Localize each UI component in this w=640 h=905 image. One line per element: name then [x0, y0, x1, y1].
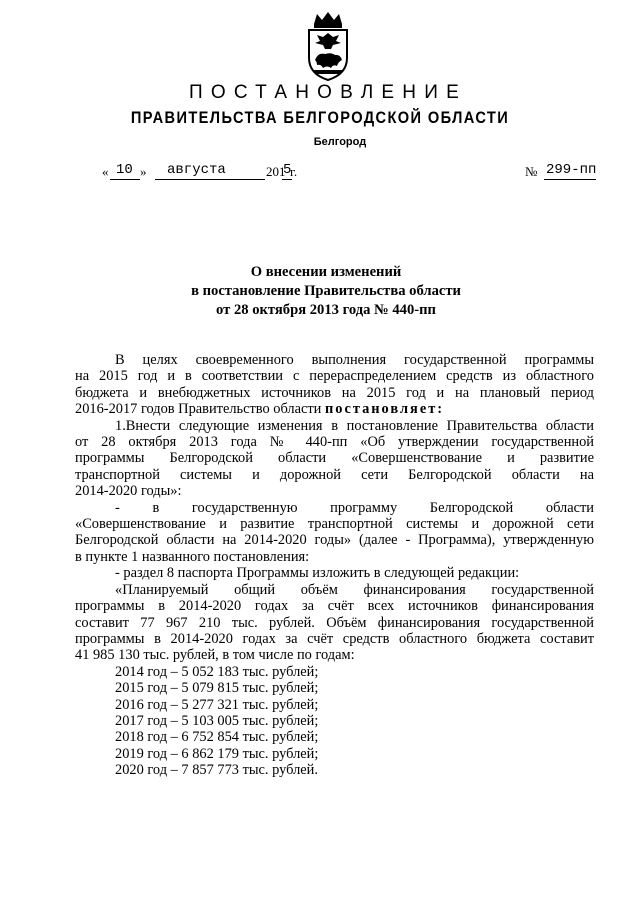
funding-year-item: 2019 год – 6 862 179 тыс. рублей; [115, 745, 319, 762]
body-line: «Совершенствование и развитие транспортной системы и дорожной сети [75, 516, 594, 533]
date-close-quote: » [140, 164, 147, 179]
body-line: от 28 октября 2013 года № 440-пп «Об утверждении государственной [75, 434, 594, 451]
document-type-title: ПОСТАНОВЛЕНИЕ [189, 82, 467, 103]
funding-year-item: 2017 год – 5 103 005 тыс. рублей; [115, 712, 319, 729]
date-month: августа [167, 162, 226, 178]
issuing-authority: ПРАВИТЕЛЬСТВА БЕЛГОРОДСКОЙ ОБЛАСТИ [130, 108, 510, 127]
document-body [75, 352, 594, 779]
document-subject [0, 263, 640, 320]
subject-line: в постановление Правительства области [191, 283, 461, 299]
date-year-prefix: 201 [266, 164, 286, 179]
body-line: программы в 2014-2020 годах за счёт средств областного бюджета составит [75, 630, 594, 647]
body-line: В целях своевременного выполнения государственной программы [115, 352, 594, 368]
date-line [0, 163, 640, 183]
body-line: на 2015 год и в соответствии с перераспределением средств из областного [75, 368, 594, 385]
subject-line: от 28 октября 2013 года № 440-пп [216, 302, 436, 318]
body-line: в пункте 1 названного постановления: [75, 548, 310, 565]
body-line: программы Белгородской области «Совершенствование и развитие [75, 450, 594, 467]
subject-line: О внесении изменений [250, 264, 402, 280]
city-name: Белгород [313, 136, 367, 148]
body-line [75, 401, 594, 417]
body-line: составит 77 967 210 тыс. рублей. Объём финансирования государственной [75, 614, 594, 631]
funding-year-item: 2020 год – 7 857 773 тыс. рублей. [115, 762, 318, 779]
belgorod-oblast-coat-of-arms-icon [305, 10, 351, 82]
day-underline [110, 179, 140, 180]
body-line: «Планируемый общий объём финансирования государственной [115, 581, 594, 598]
document-number: 299-пп [546, 162, 597, 178]
funding-year-item: 2015 год – 5 079 815 тыс. рублей; [115, 680, 319, 697]
funding-year-item: 2016 год – 5 277 321 тыс. рублей; [115, 696, 319, 713]
number-underline [544, 179, 596, 180]
body-line: программы в 2014-2020 годах за счёт всех источников финансирования [75, 598, 594, 615]
funding-year-item: 2018 год – 6 752 854 тыс. рублей; [115, 729, 319, 746]
body-text: 2016-2017 годов Правительство области [75, 401, 325, 418]
body-line: 2014-2020 годы»: [75, 483, 182, 500]
date-year-digit: 5 [283, 162, 292, 178]
funding-year-item: 2014 год – 5 052 183 тыс. рублей; [115, 663, 319, 680]
date-year-suffix: г. [290, 164, 298, 179]
date-open-quote: « [102, 164, 109, 179]
date-day: 10 [116, 162, 133, 178]
resolves-word: постановляет: [324, 401, 445, 418]
body-line: - раздел 8 паспорта Программы изложить в следующей редакции: [115, 565, 520, 582]
body-line: - в государственную программу Белгородской области [115, 499, 594, 516]
body-line: транспортной системы и дорожной сети Белгородской области на [75, 466, 594, 483]
number-label: № [525, 164, 538, 179]
body-line: 1.Внести следующие изменения в постановление Правительства области [115, 417, 594, 434]
body-line: Белгородской области на 2014-2020 годы» (далее - Программа), утвержденную [75, 532, 594, 549]
body-line: бюджета и внебюджетных источников на 2015 год и на плановый период [75, 384, 594, 401]
body-line: 41 985 130 тыс. рублей, в том числе по годам: [75, 647, 355, 664]
month-underline [155, 179, 265, 180]
